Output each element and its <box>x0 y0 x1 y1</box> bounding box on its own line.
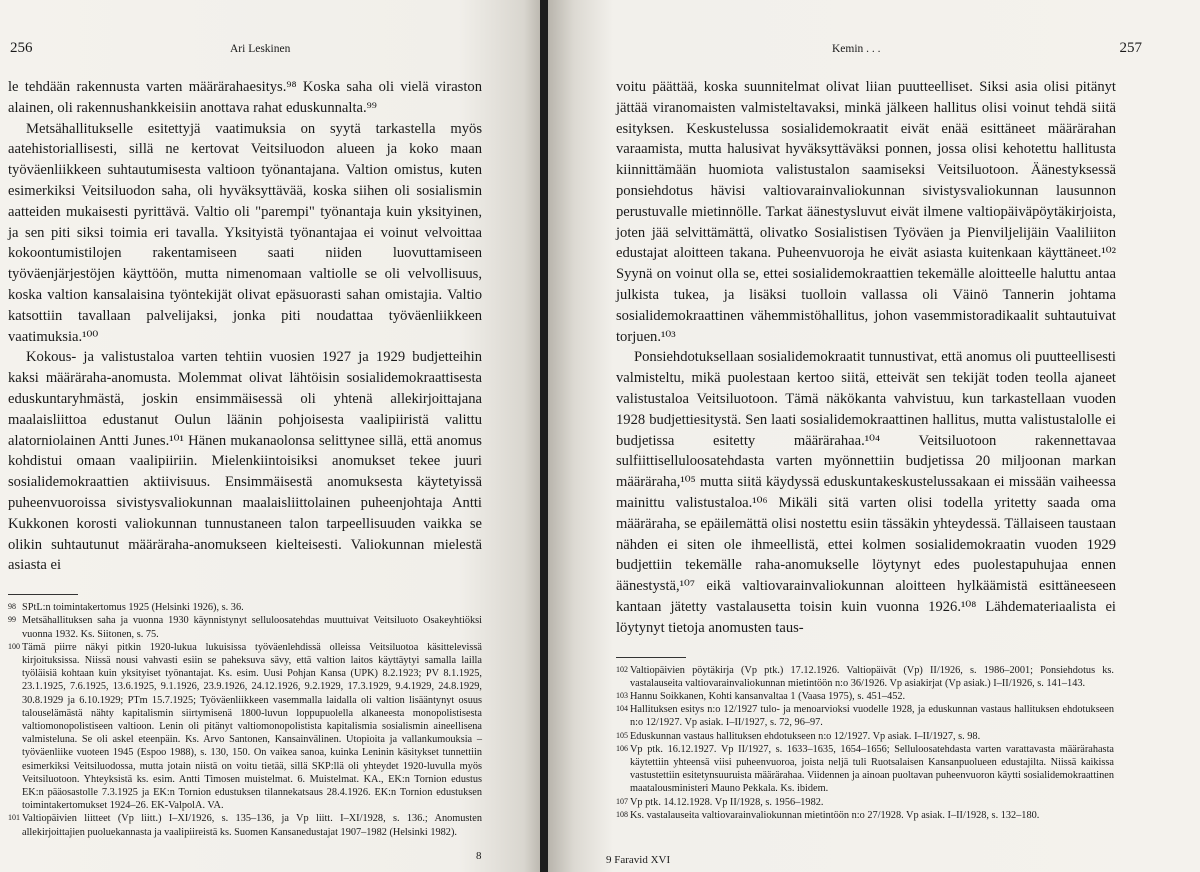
footnote <box>616 703 1114 729</box>
footnote-number: 108 <box>616 809 628 819</box>
footnote <box>616 730 1114 743</box>
footnote-number: 103 <box>616 690 628 700</box>
footnote-text: Valtiopäivien pöytäkirja (Vp ptk.) 17.12.1926. Valtiopäivät (Vp) II/1926, s. 1986–2001; Ponsiehdotus ks. vastalauseita valtiovarainvaliokunnan mietintöön n:o 36/1926. Vp asiakirjat (Vp asiak.) I–II/1926, s. 141–143. <box>630 664 1114 689</box>
footnote-number: 105 <box>616 730 628 740</box>
footnote-text: Valtiopäivien liitteet (Vp liitt.) I–XI/1926, s. 135–136, ja Vp liitt. I–XI/1928, s. 136.; Anomusten allekirjoittajien puoluekannasta ja vaalipiireistä ks. Suomen Kansanedustajat 1907–1982 (Helsinki 1982). <box>22 813 482 838</box>
left-body-text <box>8 77 482 576</box>
left-page <box>0 0 540 872</box>
footnote <box>616 809 1114 822</box>
footnote-number: 102 <box>616 664 628 674</box>
footnote <box>616 690 1114 703</box>
footnote <box>616 796 1114 809</box>
right-page <box>548 0 1200 872</box>
book-gutter <box>540 0 548 872</box>
running-head: Kemin . . . <box>832 43 881 55</box>
paragraph: Ponsiehdotuksellaan sosialidemokraatit tunnustivat, että anomus oli puutteellisesti valmisteltu, mikä puolestaan kertoo siitä, etteivät sen tekijät toden teolla ajaneet valistustaloa Veitsiluotoon. Tämä näkökanta vahvistuu, kun tarkastellaan vuoden 1928 budjettiesitystä. Sen laati sosialidemokraattinen hallitus, mutta valistustalolle ei budjetissa esitetty määrärahaa.¹⁰⁴ Veitsiluotoon rakennettavaa sulfiittiselluloosatehdasta varten myönnettiin budjetissa 20 miljoonan markan määräraha,¹⁰⁵ mutta siitä käydyssä eduskuntakeskustelussakaan ei missään vaiheessa mainittu valistustaloa.¹⁰⁶ Mikäli sitä varten olisi todella yritetty saada oma määräraha, se epäilemättä olisi nostettu esiin tässäkin yhteydessä. Tällaiseen taustaan nähden ei siten ole ihmeellistä, ettei kolmen sosialidemokraatin vuoden 1929 budjettiin tekemälle raha-anomukselle löytynyt edes puolestapuhujaa ennen äänestystä,¹⁰⁷ eikä valtiovarainvaliokunnan aloitteen hylkäämistä esittäneeseen kantaan jätetty vastalausetta toisin kuin vuonna 1926.¹⁰⁸ Lähdemateriaalista ei löytynyt tietoja anomusten taus- <box>616 349 1116 636</box>
footnote <box>8 812 482 838</box>
paragraph: Kokous- ja valistustaloa varten tehtiin vuosien 1927 ja 1929 budjetteihin kaksi määräraha-anomusta. Molemmat olivat lähtöisin sosialidemokraattisesta eduskuntaryhmästä, joskin ensimmäisessä oli yhtenä allekirjoittajana maalaisliittoa edustanut Oulun läänin pohjoisesta vaalipiiristä valittu alatorniolainen Antti Junes.¹⁰¹ Hänen mukanaolonsa selittynee sillä, että anomus kohdistui omaan vaalipiiriin. Mielenkiintoisiksi anomukset tekee juuri sosialidemokraattien aktiivisuus. Ensimmäisestä anomuksesta käytetyissä puheenvuoroissa sivistysvaliokunnan maalaisliittolainen puheenjohtaja Antti Kukkonen korosti valiokunnan tunnustaneen talon tarpeellisuuden vaikka se olikin suhtautunut määräraha-anomukseen kielteisesti. Valiokunnan mielestä asiasta ei <box>8 349 482 574</box>
paragraph: voitu päättää, koska suunnitelmat olivat liian puutteelliset. Siksi asia olisi pitänyt jättää viranomaisten valmisteltavaksi, minkä jälkeen hallitus olisi voinut tehdä siitä esityksen. Keskustelussa sosialidemokraatit eivät enää esittäneet määrärahan varaamista, mutta halusivat hyväksyttäväksi ponnen, jossa olisi kehotettu hallitusta kiinnittämään huomiota valistustalon saamiseksi Veitsiluotoon. Äänestyksessä ponsiehdotus hävisi valtiovarainvaliokunnan sivistysvaliokunnan lausunnon perustuvalle mietinnölle. Tarkat äänestysluvut eivät ilmene valtiopäiväpöytäkirjoista, joten jää selvittämättä, olivatko Sosialistisen Työväen ja Pienviljelijäin Vaaliliiton edustajat aloitteen takana. Puheenvuoroja he eivät asiasta kuitenkaan käyttäneet.¹⁰² Syynä on voinut olla se, ettei sosialidemokraattien tekemälle aloitteelle haluttu antaa julkista tukea, ja lisäksi tuolloin vallassa oli Väinö Tannerin johtama sosialidemokraattinen vähemmistöhallitus, johon vasemmistoradikaalit suhtautuivat torjuen.¹⁰³ <box>616 79 1116 345</box>
footnote <box>8 614 482 640</box>
footnote-text: Hallituksen esitys n:o 12/1927 tulo- ja menoarvioksi vuodelle 1928, ja eduskunnan vastaus hallituksen ehdotukseen n:o 12/1927. Vp asiak. I–II/1927, s. 72, 96–97. <box>630 704 1114 729</box>
footnote <box>616 664 1114 690</box>
signature-mark: 9 Faravid XVI <box>606 854 671 866</box>
footnote-number: 101 <box>8 813 20 823</box>
footnote-number: 104 <box>616 704 628 714</box>
footnote-text: Ks. vastalauseita valtiovarainvaliokunnan mietintöön n:o 27/1928. Vp asiak. I–II/1928, s. 132–180. <box>630 809 1040 821</box>
footnote-number: 106 <box>616 743 628 753</box>
right-header <box>616 40 1162 57</box>
footnote <box>8 641 482 813</box>
page-number: 256 <box>10 40 33 56</box>
footnote-rule <box>616 657 686 658</box>
right-footnotes <box>616 664 1114 822</box>
footnote-text: Metsähallituksen saha ja vuonna 1930 käynnistynyt selluloosatehdas muuttuivat Veitsiluoto Osakeyhtiöksi vuonna 1932. Ks. Siitonen, s. 75. <box>22 615 482 640</box>
paragraph: Metsähallitukselle esitettyjä vaatimuksia on syytä tarkastella myös aatehistoriallisesti, sillä ne kertovat Veitsiluodon alueen ja koko maan työväenliikkeen suhtautumisesta valtioon työnantajana. Valtion omistus, kuten esimerkiksi Veitsiluodon saha, oli hyväksyttävää, koska siihen oli sosialismin aatteiden mukaisesti pyrittävä. Valtio oli "parempi" työnantaja kuin yksityinen, ja sen piti siksi toimia eri tavalla. Yksityistä työnantajaa ei voinut velvoittaa kokoontumistilojen rakentamiseen saati niiden luovuttamiseen työväenjärjestöjen käyttöön, mutta nimenomaan valtiolle se oli velvollisuus, koska valtion kansalaisina työntekijät olivat epäsuorasti sahan omistajia. Valtio katsottiin tavallaan palvelijaksi, jonka piti noudattaa työväenliikkeen vaatimuksia.¹⁰⁰ <box>8 120 482 345</box>
left-footnotes <box>8 601 482 839</box>
footnote-text: SPtL:n toimintakertomus 1925 (Helsinki 1926), s. 36. <box>22 602 244 614</box>
page-number: 257 <box>1119 40 1142 56</box>
paragraph: le tehdään rakennusta varten määrärahaesitys.⁹⁸ Koska saha oli vielä viraston alainen, oli rakennushankkeisiin anottava rahat eduskunnalta.⁹⁹ <box>8 79 482 116</box>
footnote <box>8 601 482 614</box>
footnote-text: Eduskunnan vastaus hallituksen ehdotukseen n:o 12/1927. Vp asiak. I–II/1927, s. 98. <box>630 730 981 742</box>
footnote <box>616 743 1114 796</box>
footnote-number: 98 <box>8 602 16 612</box>
signature-mark: 8 <box>476 850 482 862</box>
footnote-text: Vp ptk. 14.12.1928. Vp II/1928, s. 1956–1982. <box>630 796 824 808</box>
footnote-text: Tämä piirre näkyi pitkin 1920-lukua lukuisissa työväenlehdissä olleissa Veitsiluotoa käsittelevissä kirjoituksissa. Niissä nousi vahvasti esiin se paheksuva sävy, että valtion laitos käyttäytyi samalla lailla työläisiä kohtaan kuin yksityiset työnantajat. Ks. esim. Uusi Pohjan Kansa (UPK) 8.2.1923; PV 8.1.1925, 23.1.1925, 7.6.1925, 13.6.1925, 9.1.1926, 23.9.1926, 24.12.1926, 9.2.1929, 17.3.1929, 9.4.1929, 24.8.1929, 30.8.1929 ja 6.10.1929; PTm 15.7.1925; Työväenliikkeen vasemmalla laidalla oli valtion lisääntynyt osuus talouselämästä nähty kapitalismin siirtymisenä 1800-luvun loppupuolella alkaneesta monopolistisesta valtiomonopolistiseen valtioon. Lenin oli pitänyt valtiomonopolistista kapitalismia sosialismin aineellisena valmisteluna. Se oli askel eteenpäin. Ks. Arvo Santonen, Kansainvälinen. Utopioita ja vallankumouksia – työväenliike vuoteen 1945 (Espoo 1988), s. 130, 150. On vaikea sanoa, kuinka Leninin käsitykset tunnettiin esimerkiksi Veitsiluodossa, mutta jotain niistä on voitu tietää, sillä SKP:llä oli yhteydet 1920-luvulla myös Veitsiluotoon. Yhteyksistä ks. esim. Antti Timosen muistelmat. 6. Muistelmat. KA., EK:n Tornion edustus EK:n pääosastolle 7.3.1925 ja EK:n Tornion edustuksen tilannekatsaus 28.4.1926. EK:n Tornion edustuksen toimintakertomukset 1924–26. EK-ValpolA. VA. <box>22 641 482 812</box>
footnote-number: 100 <box>8 641 20 651</box>
left-header <box>8 40 526 57</box>
footnote-rule <box>8 594 78 595</box>
footnote-text: Vp ptk. 16.12.1927. Vp II/1927, s. 1633–1635, 1654–1656; Selluloosatehdasta varten varattavasta määrärahasta käytettiin yhteensä viisi puheenvuoroa, joista neljä tuli Ruotsalaisen Kansanpuolueen edustajilta. Niissä kaikissa vastustettiin esitetynsuuruista määrärahaa. Viidennen ja ainoan puoltavan puheenvuoron käytti sosialidemokraattinen maatalousministeri Mauno Pekkala. Ks. ibidem. <box>630 743 1114 795</box>
right-body-text <box>616 77 1116 639</box>
footnote-text: Hannu Soikkanen, Kohti kansanvaltaa 1 (Vaasa 1975), s. 451–452. <box>630 690 906 702</box>
footnote-number: 99 <box>8 615 16 625</box>
footnote-number: 107 <box>616 796 628 806</box>
running-head: Ari Leskinen <box>230 43 291 55</box>
